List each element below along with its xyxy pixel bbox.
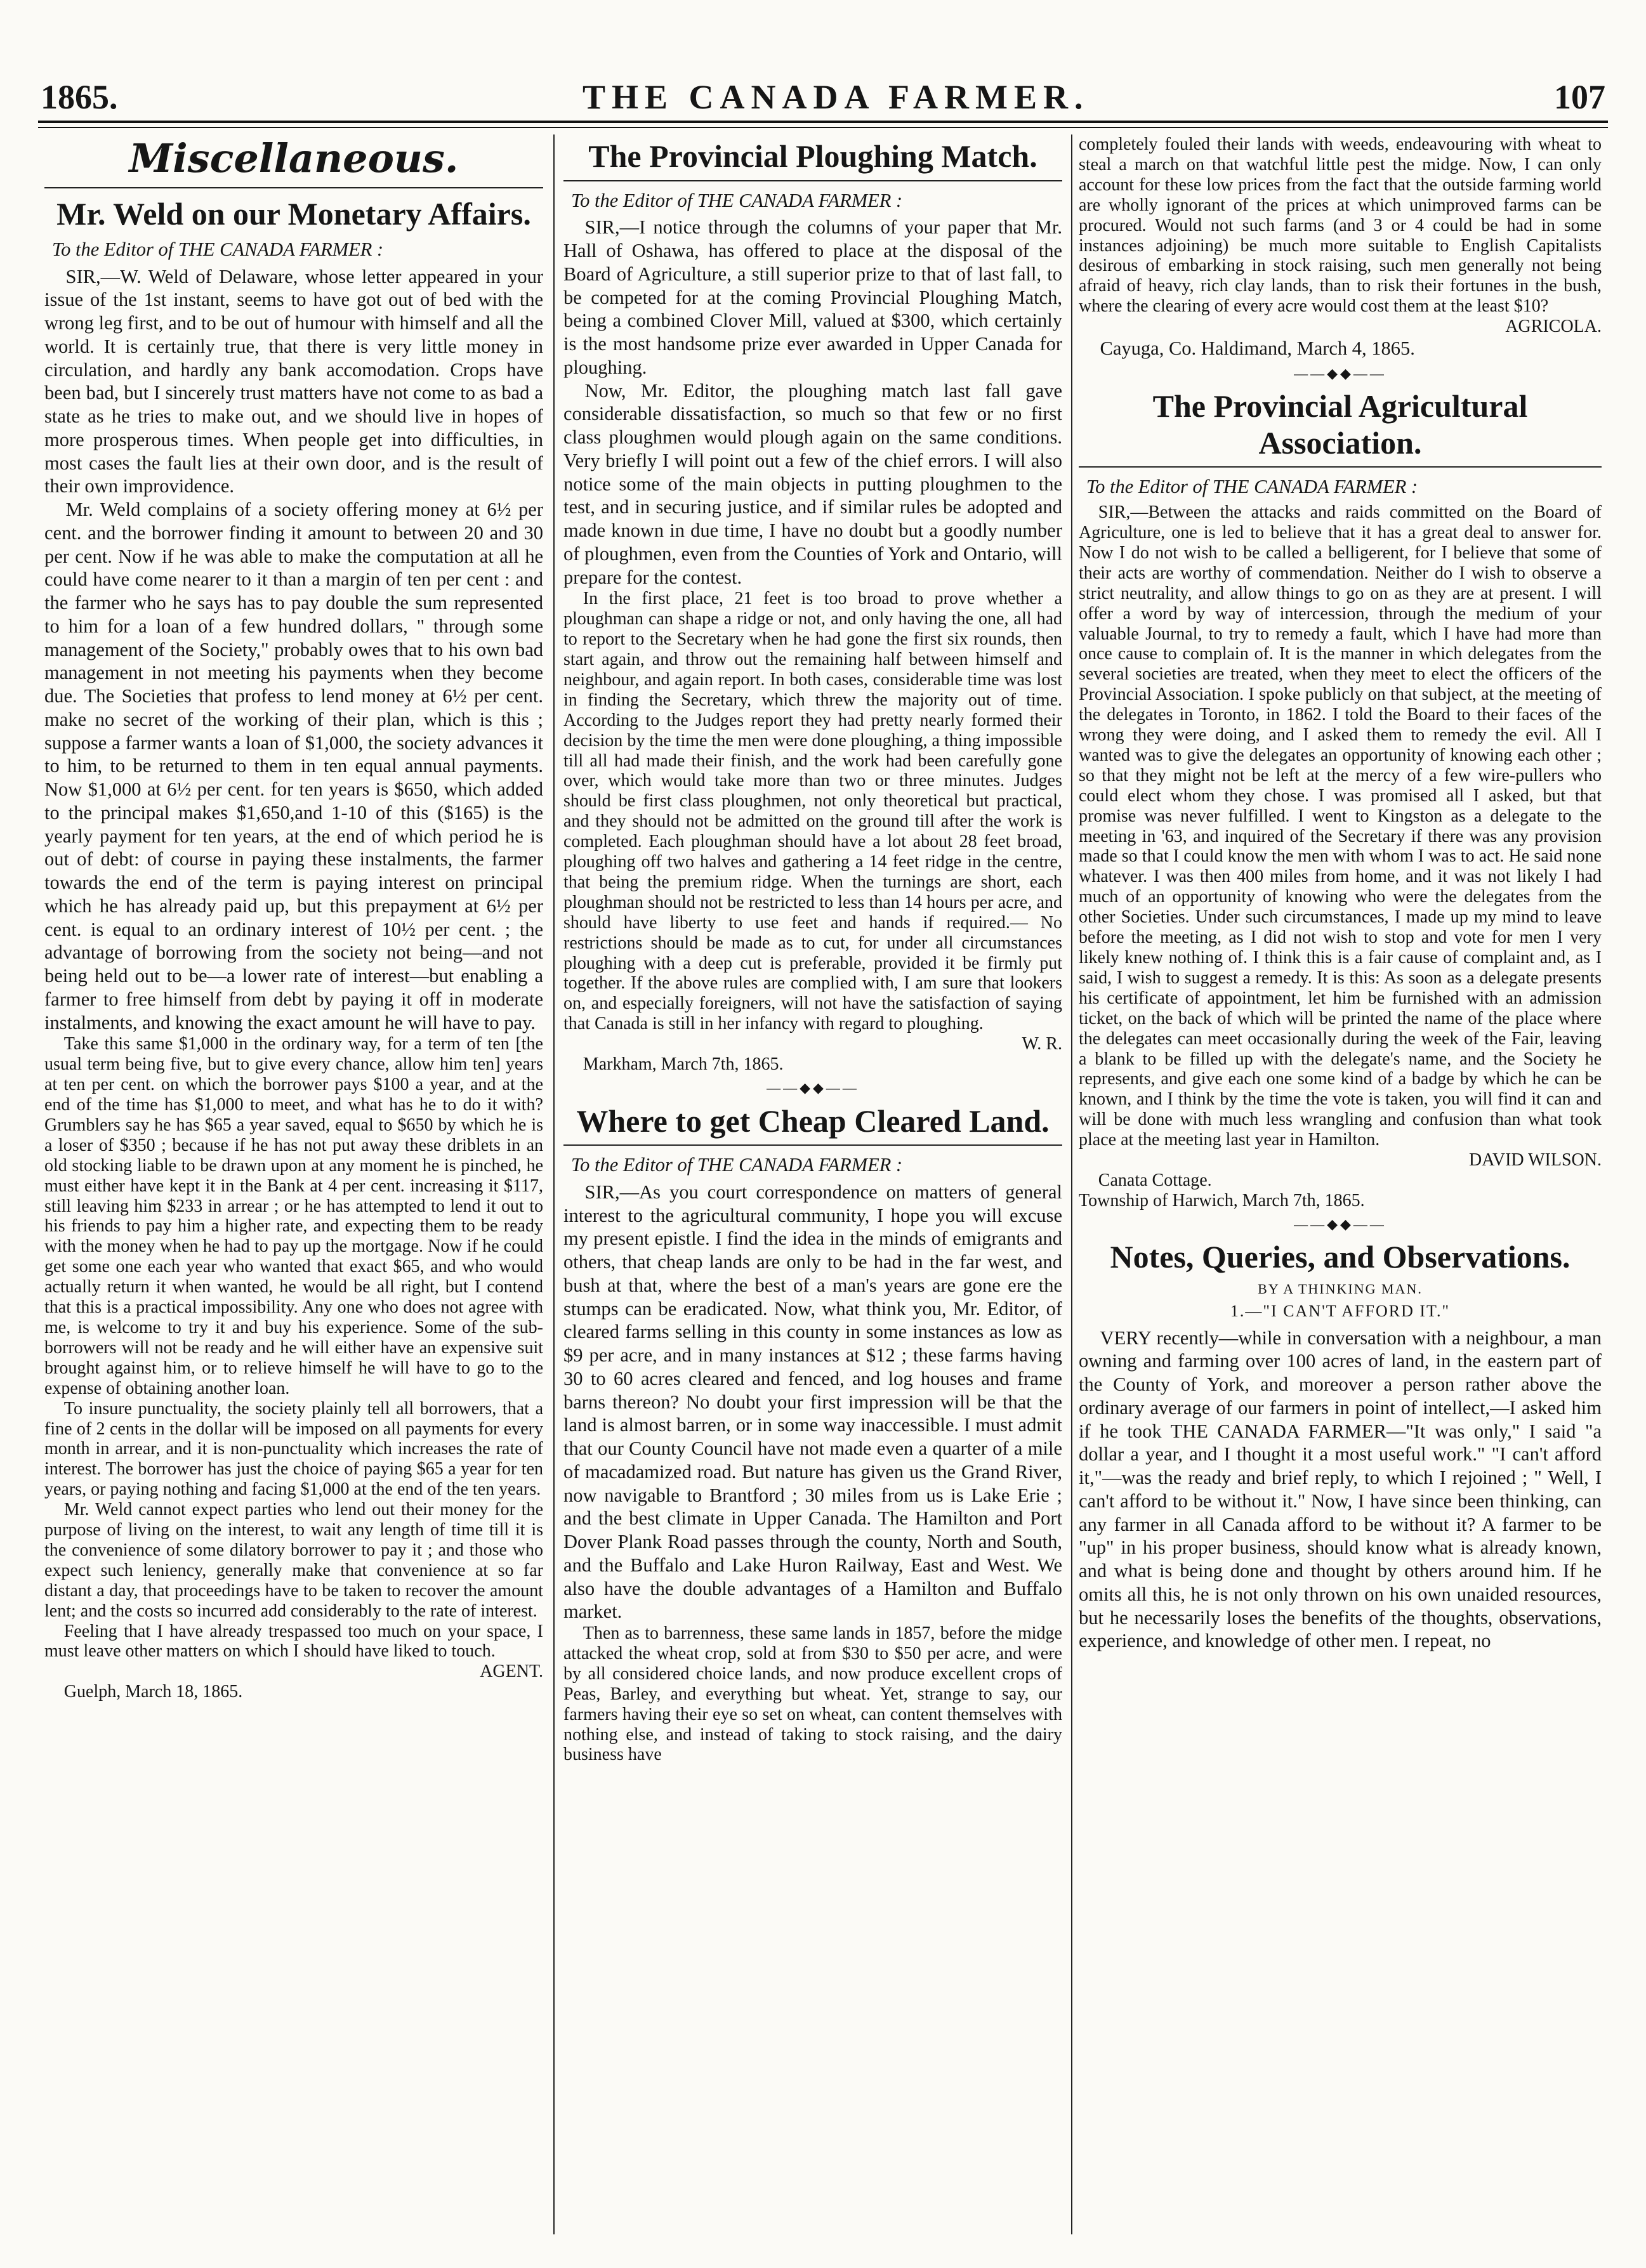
article-paragraph: Mr. Weld complains of a society offering money at 6½ per cent. and the borrower finding it amount to between 20 and 30 per cent. Now if he was able to make the computation at all he could have come nearer to it than a margin of ten per cent : and the farmer who he says has to pay double the sum represented to him for a loan of a few hundred dollars, " through some management of the Society," probably owes that to his own bad management in not meeting his payments when they become due. The Societies that profess to lend money at 6½ per cent. make no secret of the working of their plan, which is this ; suppose a farmer wants a loan of $1,000, the society advances it to him, to be returned to them in ten equal annual payments. Now $1,000 at 6½ per cent. for ten years is $650, which added to the principal makes $1,650,and 1-10 of this ($165) is the yearly payment for ten years, at the end of which period he is out of debt: of course in paying these instalments, the farmer towards the end of the term is paying interest on principal which he has already paid up, but this prepayment at 6½ per cent. is equal to an ordinary interest of 10½ per cent. ; the advantage of borrowing from the society not being—and not being held out to be—a lower rate of interest—but enabling a farmer to free himself from debt by paying it off in moderate instalments, and knowing the exact amount he will have to pay.	[44, 499, 543, 1033]
column-divider-2	[1071, 134, 1072, 2234]
column-1	[44, 134, 543, 2247]
article-signature: AGENT.	[480, 1662, 543, 1682]
article-paragraph: Feeling that I have already trespassed too much on your space, I must leave other matters on which I should have liked to touch.	[44, 1621, 543, 1662]
article-paragraph: SIR,—Between the attacks and raids committed on the Board of Agriculture, one is led to believe that it has a great deal to answer for. Now I do not wish to be called a belligerent, for I believe that some of their acts are worthy of commendation. Neither do I wish to observe a strict neutrality, and allow things to go on as they are at present. I will offer a word by way of intercession, through the medium of your valuable Journal, to try to remedy a fault, which I have had more than once cause to complain of. It is the manner in which delegates from the several societies are treated, when they meet to elect the officers of the Provincial Association. I spoke publicly on that subject, at the meeting of the delegates in Toronto, in 1862. I told the Board to their faces of the wrong they were doing, and I asked them to remedy the evil. All I wanted was to give the delegates an opportunity of knowing each other ; so that they might not be left at the mercy of a few wire-pullers who could elect whom they chose. I was promised all I asked, but that promise was never fulfilled. I went to Kingston as a delegate to the meeting in '63, and inquired of the Secretary if there was any provision made so that I could know the men with whom I was to act. He said none whatever. I was then 400 miles from home, and it was not likely I had much of an opportunity of knowing who were the delegates from the other Societies. Under such circumstances, I made up my mind to leave before the meeting, as I did not wish to stop and vote for men I very likely knew nothing of. I think this is a fair cause of complaint and, as I said, I wish to suggest a remedy. It is this: As soon as a delegate presents his certificate of appointment, let him be furnished with an admission ticket, on the back of which will be printed the name of the place where the delegates can meet occasionally during the week of the Fair, leaving a blank to be filled up with the delegate's name, and the Society he represents, and give each one some kind of a badge by which he can be known, and I think by the time the vote is taken, you will find it can and will be done with much less wrangling and confusion than what took place at the meeting last year in Hamilton.	[1079, 502, 1602, 1150]
to-editor-line: To the Editor of THE CANADA FARMER :	[571, 189, 903, 211]
section-rule	[44, 187, 543, 188]
article-paragraph: In the first place, 21 feet is too broad to prove whether a ploughman can shape a ridge or not, and only having the one, all had to report to the Secretary when he had gone the first six rounds, then start again, and throw out the remaining half between himself and neighbour, and again report. In both cases, considerable time was lost in finding the Secretary, which threw the majority out of time. According to the Judges report they had pretty nearly formed their decision by the time the men were done ploughing, a thing impossible till all had made their finish, and the work had been carefully gone over, which would take more than two or three minutes. Judges should be first class ploughmen, not only theoretical but practical, and they should not be admitted on the ground till after the work is completed. Each ploughman should have a lot about 28 feet broad, ploughing off two halves and gathering a 14 feet ridge in the centre, that being the premium ridge. When the turnings are short, each ploughman should not be restricted to less than 14 hours per acre, and should have liberty to use feet and hands if required.— No restrictions should be made as to cut, for under all circumstances ploughing with a deep cut is preferable, provided it be firmly put together. If the above rules are complied with, I am sure that lookers on, and especially foreigners, will not have the satisfaction of saying that Canada is still in her infancy with regard to ploughing.	[563, 589, 1062, 1034]
divider-ornament: ——◆◆——	[1294, 1216, 1386, 1232]
article-signature: AGRICOLA.	[1505, 317, 1602, 337]
page-number: 107	[1554, 78, 1605, 116]
heading-rule	[563, 180, 1062, 181]
article-heading-notes-queries: Notes, Queries, and Observations.	[1110, 1239, 1570, 1275]
column-divider-1	[553, 134, 555, 2234]
article-continuation: completely fouled their lands with weeds, endeavouring with wheat to steal a march on that watchful little pest the midge. Now, I can only account for these low prices from the fact that the outside farming world are wholly ignorant of the prices at which unimproved farms can be procured. Would not such farms (and 3 or 4 could be had in some instances adjoining) be much more suitable to English Capitalists desirous of embarking in stock raising, such men generally not being afraid of heavy, rich clay lands, than to risk their fortunes in the bush, where the clearing of every acre would cost them at the least $10?	[1079, 134, 1602, 317]
article-place-line-1: Canata Cottage.	[1098, 1170, 1212, 1190]
article-paragraph: Mr. Weld cannot expect parties who lend out their money for the purpose of living on the interest, to wait any length of time till it is the convenience of some dilatory borrower to pay it ; and those who expect such leniency, generally make that convenience at so far distant a day, that proceedings have to be taken to recover the amount lent; and the costs so incurred add considerably to the rate of interest.	[44, 1500, 543, 1621]
column-3	[1079, 134, 1602, 2247]
to-editor-line: To the Editor of THE CANADA FARMER :	[52, 238, 384, 260]
article-place-line-2: Township of Harwich, March 7th, 1865.	[1079, 1190, 1365, 1210]
divider-ornament: ——◆◆——	[1294, 365, 1386, 381]
masthead-rule-thick	[38, 121, 1608, 123]
article-paragraph: SIR,—W. Weld of Delaware, whose letter appeared in your issue of the 1st instant, seems to have got out of bed with the wrong leg first, and to be out of humour with himself and all the world. It is certainly true, that there is very little money in circulation, and hardly any bank accomodation. Crops have been bad, but I sincerely trust matters have not come to as bad a state as he tries to make out, and we should live in hopes of more prosperous times. When people get into difficulties, in most cases the fault lies at their own door, and is the result of their own improvidence.	[44, 265, 543, 497]
article-paragraph: To insure punctuality, the society plainly tell all borrowers, that a fine of 2 cents in the dollar will be imposed on all payments for every month in arrear, and it is non-punctuality which increases the rate of interest. The borrower has just the choice of paying $65 a year for ten years, or paying nothing and facing $1,000 at the end of the ten years.	[44, 1398, 543, 1500]
article-place-date: Cayuga, Co. Haldimand, March 4, 1865.	[1100, 338, 1415, 360]
article-signature: DAVID WILSON.	[1469, 1150, 1602, 1170]
column-2	[563, 134, 1062, 2247]
to-editor-line: To the Editor of THE CANADA FARMER :	[1086, 476, 1418, 498]
heading-rule	[1079, 466, 1602, 468]
to-editor-line: To the Editor of THE CANADA FARMER :	[571, 1154, 903, 1176]
heading-rule	[563, 1144, 1062, 1146]
masthead	[41, 61, 1605, 114]
article-heading-monetary-affairs: Mr. Weld on our Monetary Affairs.	[56, 196, 531, 232]
article-paragraph: Now, Mr. Editor, the ploughing match last fall gave considerable dissatisfaction, so much so that few or no first class ploughmen would plough again on the same conditions. Very briefly I will point out a few of the chief errors. I will also notice some of the main objects in putting ploughmen to the test, and in securing justice, and if similar rules be adopted and made known in due time, I have no doubt but a goodly number of ploughmen, even from the Counties of York and Ontario, will prepare for the contest.	[563, 379, 1062, 588]
article-subheading: 1.—"I CAN'T AFFORD IT."	[1230, 1302, 1451, 1321]
article-byline: BY A THINKING MAN.	[1258, 1280, 1423, 1297]
masthead-year: 1865.	[41, 78, 118, 116]
article-paragraph: SIR,—I notice through the columns of your paper that Mr. Hall of Oshawa, has offered to place at the disposal of the Board of Agriculture, a still superior prize to that of last fall, to be competed for at the coming Provincial Ploughing Match, being a combined Clover Mill, valued at $300, which certainly is the most handsome prize ever awarded in Upper Canada for ploughing.	[563, 216, 1062, 378]
article-heading-cheap-land: Where to get Cheap Cleared Land.	[576, 1103, 1050, 1139]
article-heading-ploughing-match: The Provincial Ploughing Match.	[588, 138, 1037, 174]
article-paragraph: VERY recently—while in conversation with a neighbour, a man owning and farming over 100 acres of land, in the eastern part of the County of York, and moreover a person rather above the ordinary average of our farmers in point of intellect,—I asked him if he took THE CANADA FARMER—"It was only," I said "a dollar a year, and I thought it a most useful work." "I can't afford it,"—was the ready and brief reply, to which I rejoined ; " Well, I can't afford to be without it." Now, I have since been thinking, can any farmer in all Canada afford to be without it? A farmer to be "up" in his proper business, should know what is already known, and what is being done and thought by others around him. If he omits all this, he is not only thrown on his own unaided resources, but he necessarily loses the benefits of the thoughts, observations, experience, and knowledge of other men. I repeat, no	[1079, 1327, 1602, 1652]
article-place-date: Guelph, March 18, 1865.	[63, 1682, 243, 1702]
masthead-title: THE CANADA FARMER.	[583, 78, 1090, 116]
article-signature: W. R.	[1022, 1034, 1062, 1054]
article-paragraph: SIR,—As you court correspondence on matters of general interest to the agricultural community, I hope you will excuse my present epistle. I find the idea in the minds of emigrants and others, that cheap lands are only to be had in the far west, and bush at that, where the best of a man's years are gone ere the stumps can be eradicated. Now, what think you, Mr. Editor, of cleared farms selling in this county in some instances as low as $9 per acre, and in many instances at $12 ; these farms having 30 to 60 acres cleared and fenced, and log houses and frame barns thereon? No doubt your first impression will be that the land is almost barren, or in some way inaccessible. I must admit that our County Council have not made even a quarter of a mile of macadamized road. But nature has given us the Grand River, now navigable to Brantford ; 30 miles from us is Lake Erie ; and the best climate in Upper Canada. The Hamilton and Port Dover Plank Road passes through the county, North and South, and the Buffalo and Lake Huron Railway, East and West. We also have the double advantages of a Hamilton and Buffalo market.	[563, 1181, 1062, 1623]
article-paragraph: Take this same $1,000 in the ordinary way, for a term of ten [the usual term being five, but to give every chance, allow him ten] years at ten per cent. on which the borrower pays $100 a year, and at the end of the time has $1,000 to meet, and what has he to do it with? Grumblers say he has $65 a year saved, equal to $650 by which he is a loser of $350 ; because if he has not put away these driblets in an old stocking liable to be drawn upon at any moment he is pinched, he must either have kept it in the Bank at 4 per cent. increasing it $117, still leaving him $233 in arrear ; or he has attempted to lend it out to his friends to pay him a higher rate, and expecting them to be ready with the money when he had to pay up the mortgage. Now if he could get some one each year who wanted that exact $65, and who would actually return it when wanted, he would be all right, but I contend that this is a practical impossibility. Any one who does not agree with me, is welcome to try it and buy his experience. Some of the sub-borrowers will not be ready and he will either have an expensive suit brought against him, or to relieve himself he will have to go to the expense of obtaining another loan.	[44, 1034, 543, 1398]
article-paragraph: Then as to barrenness, these same lands in 1857, before the midge attacked the wheat crop, sold at from $30 to $50 per acre, and were by all considered choice lands, and now produce excellent crops of Peas, Barley, and everything but wheat. Yet, strange to say, our farmers having their eye so set on wheat, can content themselves with nothing else, and instead of taking to stock raising, and the dairy business have	[563, 1623, 1062, 1765]
divider-ornament: ——◆◆——	[767, 1080, 859, 1096]
article-heading-agricultural-association: The Provincial Agricultural Association.	[1152, 388, 1528, 461]
masthead-rule-thin	[38, 127, 1608, 128]
section-title: Miscellaneous.	[129, 135, 459, 181]
article-place-date: Markham, March 7th, 1865.	[583, 1054, 784, 1075]
